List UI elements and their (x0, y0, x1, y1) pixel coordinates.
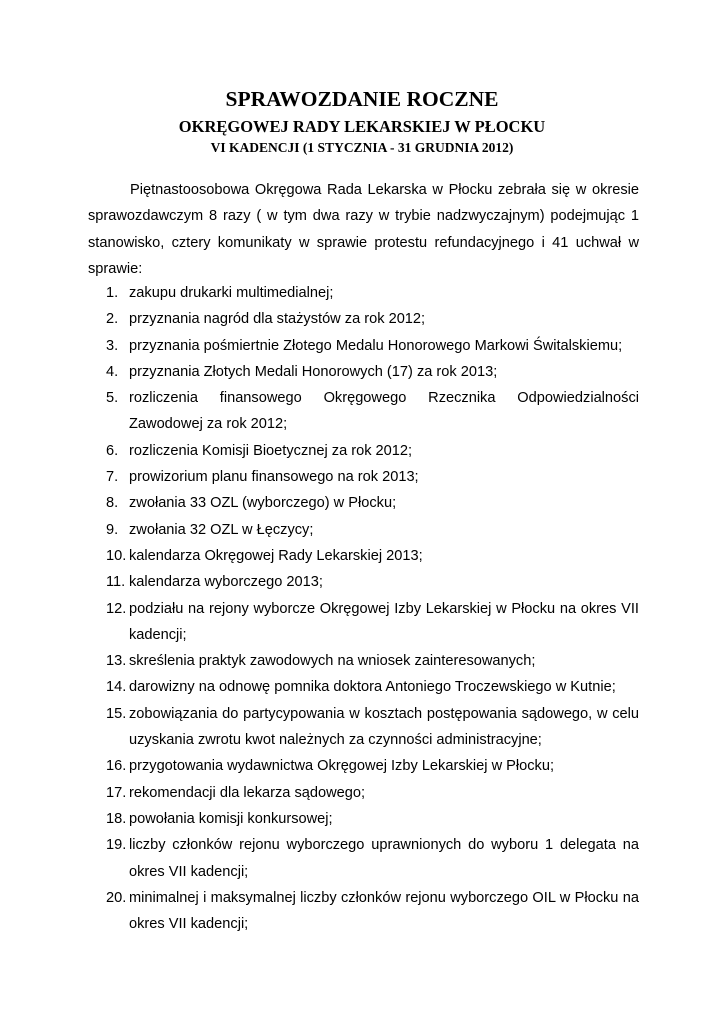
list-item-number: 12. (106, 600, 127, 617)
list-item-text: zobowiązania do partycypowania w kosztach postępowania sądowego, w celu uzyskania zwrotu kwot należnych za czynności administracyjne; (129, 705, 639, 749)
list-item (88, 333, 639, 359)
list-item (88, 596, 639, 649)
resolutions-list (88, 280, 639, 937)
list-item-number: 6. (106, 442, 119, 459)
list-item (88, 490, 639, 516)
list-item-text: powołania komisji konkursowej; (129, 810, 333, 827)
list-item-number: 4. (106, 363, 119, 380)
list-item (88, 517, 639, 543)
list-item-number: 5. (106, 390, 119, 407)
list-item-number: 18. (106, 810, 127, 827)
intro-paragraph: Piętnastoosobowa Okręgowa Rada Lekarska w Płocku zebrała się w okresie sprawozdawczym 8 razy ( w tym dwa razy w trybie nadzwyczajnym) podejmując 1 stanowisko, cztery komunikaty w sprawie protestu refundacyjnego i 41 uchwał w sprawie: (88, 182, 639, 277)
list-item-number: 10. (106, 547, 127, 564)
list-item-text: skreślenia praktyk zawodowych na wniosek zainteresowanych; (129, 653, 536, 670)
list-item (88, 438, 639, 464)
list-item-text: kalendarza wyborczego 2013; (129, 574, 323, 591)
list-item (88, 780, 639, 806)
list-item-number: 7. (106, 469, 119, 486)
list-item-number: 17. (106, 784, 127, 801)
list-item (88, 674, 639, 700)
list-item-number: 11. (106, 574, 126, 591)
document-subtitle: OKRĘGOWEJ RADY LEKARSKIEJ W PŁOCKU (178, 117, 546, 136)
list-item (88, 385, 639, 438)
list-item-text: prowizorium planu finansowego na rok 2013; (129, 469, 419, 486)
list-item (88, 569, 639, 595)
list-item (88, 885, 639, 938)
list-item (88, 543, 639, 569)
list-item-number: 8. (106, 495, 119, 512)
list-item-text: przyznania Złotych Medali Honorowych (17) za rok 2013; (129, 363, 498, 380)
list-item (88, 806, 639, 832)
list-item-number: 3. (106, 337, 119, 354)
list-item-text: minimalnej i maksymalnej liczby członków rejonu wyborczego OIL w Płocku na okres VII kadencji; (129, 889, 639, 933)
list-item-text: przygotowania wydawnictwa Okręgowej Izby Lekarskiej w Płocku; (129, 758, 555, 775)
list-item-text: zakupu drukarki multimedialnej; (129, 285, 334, 301)
list-item-number: 1. (106, 285, 119, 301)
list-item (88, 464, 639, 490)
list-item-number: 16. (106, 758, 127, 775)
list-item-number: 20. (106, 889, 127, 906)
list-item-number: 15. (106, 705, 127, 722)
list-item (88, 753, 639, 779)
list-item-text: zwołania 32 OZL w Łęczycy; (129, 521, 314, 538)
list-item (88, 306, 639, 332)
list-item-text: przyznania pośmiertnie Złotego Medalu Honorowego Markowi Świtalskiemu; (129, 337, 623, 354)
list-item-text: liczby członków rejonu wyborczego uprawnionych do wyboru 1 delegata na okres VII kadencji; (129, 837, 639, 880)
list-item-number: 9. (106, 521, 119, 538)
list-item (88, 280, 639, 306)
list-item-number: 14. (106, 679, 127, 696)
list-item-text: kalendarza Okręgowej Rady Lekarskiej 2013; (129, 547, 423, 564)
document-title: SPRAWOZDANIE ROCZNE (225, 87, 499, 111)
list-item (88, 832, 639, 885)
document-term: VI KADENCJI (1 STYCZNIA - 31 GRUDNIA 2012) (210, 140, 514, 155)
list-item-text: rozliczenia finansowego Okręgowego Rzecznika Odpowiedzialności Zawodowej za rok 2012; (129, 390, 639, 433)
list-item (88, 701, 639, 754)
list-item (88, 648, 639, 674)
list-item-text: podziału na rejony wyborcze Okręgowej Izby Lekarskiej w Płocku na okres VII kadencji; (129, 600, 639, 643)
list-item-text: zwołania 33 OZL (wyborczego) w Płocku; (129, 495, 397, 512)
list-item-number: 19. (106, 837, 127, 854)
list-item-text: rekomendacji dla lekarza sądowego; (129, 784, 366, 801)
list-item-number: 2. (106, 311, 119, 328)
list-item-text: przyznania nagród dla stażystów za rok 2012; (129, 311, 426, 328)
list-item-text: rozliczenia Komisji Bioetycznej za rok 2012; (129, 442, 413, 459)
list-item-number: 13. (106, 653, 127, 670)
list-item (88, 359, 639, 385)
list-item-text: darowizny na odnowę pomnika doktora Antoniego Troczewskiego w Kutnie; (129, 679, 616, 696)
